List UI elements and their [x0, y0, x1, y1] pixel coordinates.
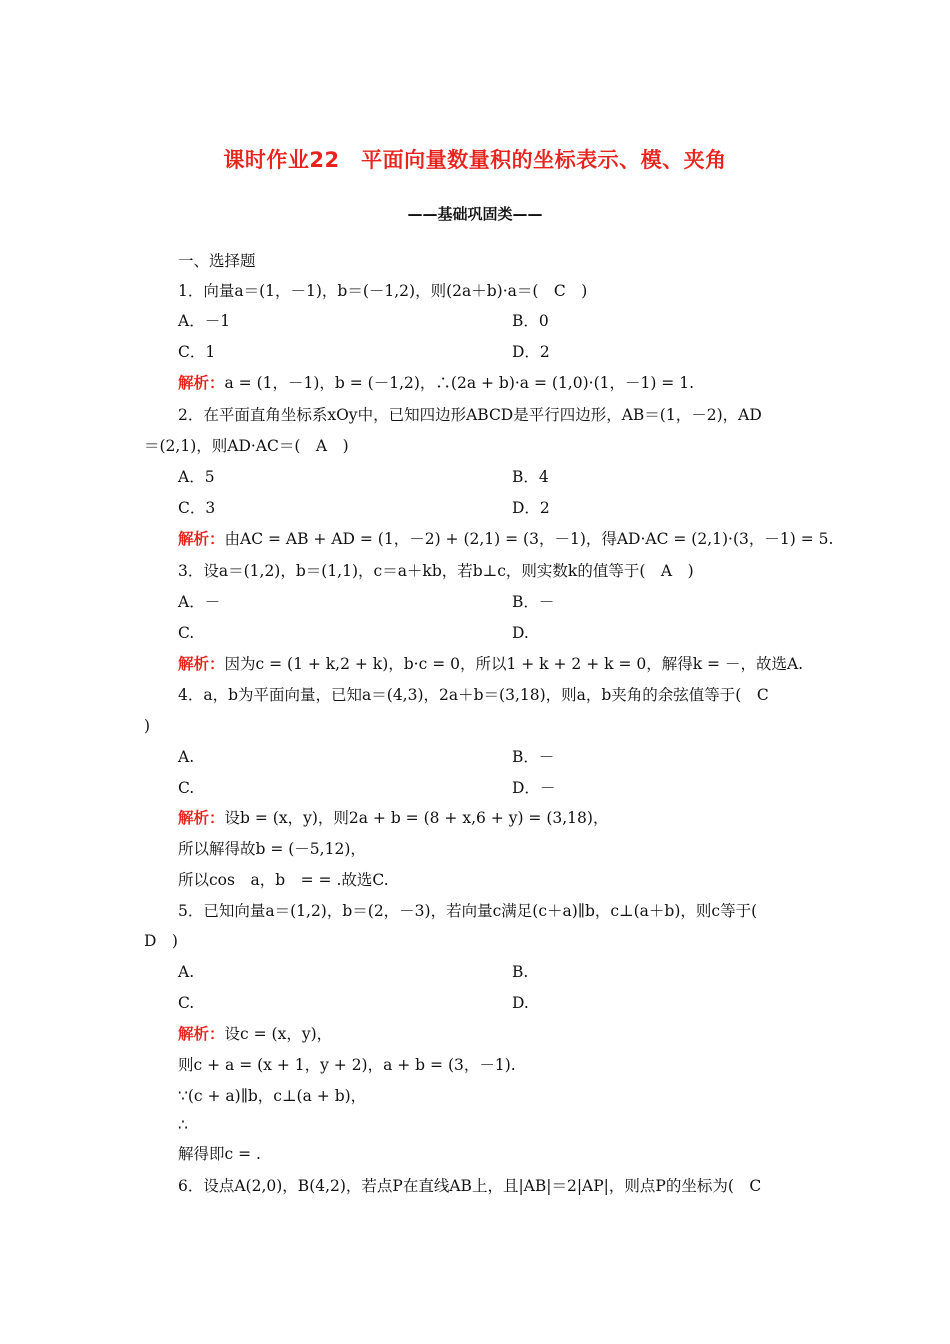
- q1-option-c: C．1: [178, 343, 216, 361]
- q3-option-b: B．－: [512, 593, 555, 611]
- q2-option-d: D．2: [512, 499, 550, 517]
- q5-option-c: C.: [178, 994, 195, 1012]
- q4-option-a: A.: [178, 748, 195, 766]
- q4-option-b: B．－: [512, 748, 555, 766]
- q4-solution-text: 设b = (x，y)，则2a + b = (8 + x,6 + y) = (3,18)，: [224, 809, 609, 827]
- q5-solution-line-2: 则c + a = (x + 1，y + 2)，a + b = (3，－1).: [178, 1056, 516, 1074]
- q2-solution-text: 由AC = AB + AD = (1，－2) + (2,1) = (3，－1)，得AD·AC = (2,1)·(3，－1) = 5.: [224, 530, 834, 548]
- q4-option-c: C.: [178, 779, 195, 797]
- q4-stem: 4．a，b为平面向量，已知a＝(4,3)，2a＋b＝(3,18)，则a，b夹角的余弦值等于( C: [178, 686, 769, 704]
- q2-option-c: C．3: [178, 499, 216, 517]
- section-subtitle: ——基础巩固类——: [407, 205, 543, 223]
- q5-option-d: D.: [512, 994, 529, 1012]
- q3-solution: [178, 654, 803, 674]
- section-heading: 一、选择题: [178, 252, 256, 270]
- page-title: 课时作业22 平面向量数量积的坐标表示、模、夹角: [223, 148, 727, 172]
- analysis-label: 解析：: [178, 808, 225, 827]
- q2-stem: 2．在平面直角坐标系xOy中，已知四边形ABCD是平行四边形，AB＝(1，－2)，AD: [178, 406, 762, 424]
- q5-stem: 5．已知向量a＝(1,2)，b＝(2，－3)，若向量c满足(c＋a)∥b，c⊥(a＋b)，则c等于(: [178, 902, 758, 920]
- analysis-label: 解析：: [178, 654, 225, 673]
- q4-solution-line-3: 所以cos a，b = = .故选C.: [178, 871, 389, 889]
- analysis-label: 解析：: [178, 373, 225, 392]
- q4-option-d: D．－: [512, 779, 556, 797]
- q1-stem: 1．向量a＝(1，－1)，b＝(－1,2)，则(2a＋b)·a＝( C ): [178, 282, 588, 300]
- q4-stem-continued: ): [144, 717, 151, 735]
- q1-option-a: A．－1: [178, 312, 231, 330]
- q3-option-d: D.: [512, 624, 529, 642]
- q5-solution: [178, 1024, 332, 1044]
- q2-option-b: B．4: [512, 468, 549, 486]
- q3-option-c: C.: [178, 624, 195, 642]
- q3-stem: 3．设a＝(1,2)，b＝(1,1)，c＝a＋kb，若b⊥c，则实数k的值等于( A ): [178, 562, 694, 580]
- q5-solution-line-5: 解得即c = .: [178, 1145, 261, 1163]
- q5-stem-continued: D ): [144, 932, 178, 950]
- q5-solution-line-4: ∴: [178, 1116, 188, 1134]
- q5-solution-text: 设c = (x，y)，: [224, 1025, 333, 1043]
- q4-solution: [178, 808, 608, 828]
- analysis-label: 解析：: [178, 1024, 225, 1043]
- q1-solution-text: a = (1，－1)，b = (－1,2)，∴(2a + b)·a = (1,0)·(1，－1) = 1.: [224, 374, 695, 392]
- q1-option-b: B．0: [512, 312, 549, 330]
- q1-option-d: D．2: [512, 343, 550, 361]
- q5-option-a: A.: [178, 963, 195, 981]
- analysis-label: 解析：: [178, 529, 225, 548]
- q4-solution-line-2: 所以解得故b = (－5,12)，: [178, 840, 366, 858]
- q5-solution-line-3: ∵(c + a)∥b，c⊥(a + b)，: [178, 1087, 367, 1105]
- q2-option-a: A．5: [178, 468, 215, 486]
- q3-option-a: A．－: [178, 593, 221, 611]
- q2-stem-continued: ＝(2,1)，则AD·AC＝( A ): [144, 437, 349, 455]
- q3-solution-text: 因为c = (1 + k,2 + k)，b·c = 0，所以1 + k + 2 + k = 0，解得k = －，故选A.: [224, 655, 804, 673]
- q5-option-b: B.: [512, 963, 529, 981]
- q1-solution: [178, 373, 694, 393]
- q6-stem: 6．设点A(2,0)，B(4,2)，若点P在直线AB上，且|AB|＝2|AP|，则点P的坐标为( C: [178, 1177, 762, 1195]
- q2-solution: [178, 529, 833, 549]
